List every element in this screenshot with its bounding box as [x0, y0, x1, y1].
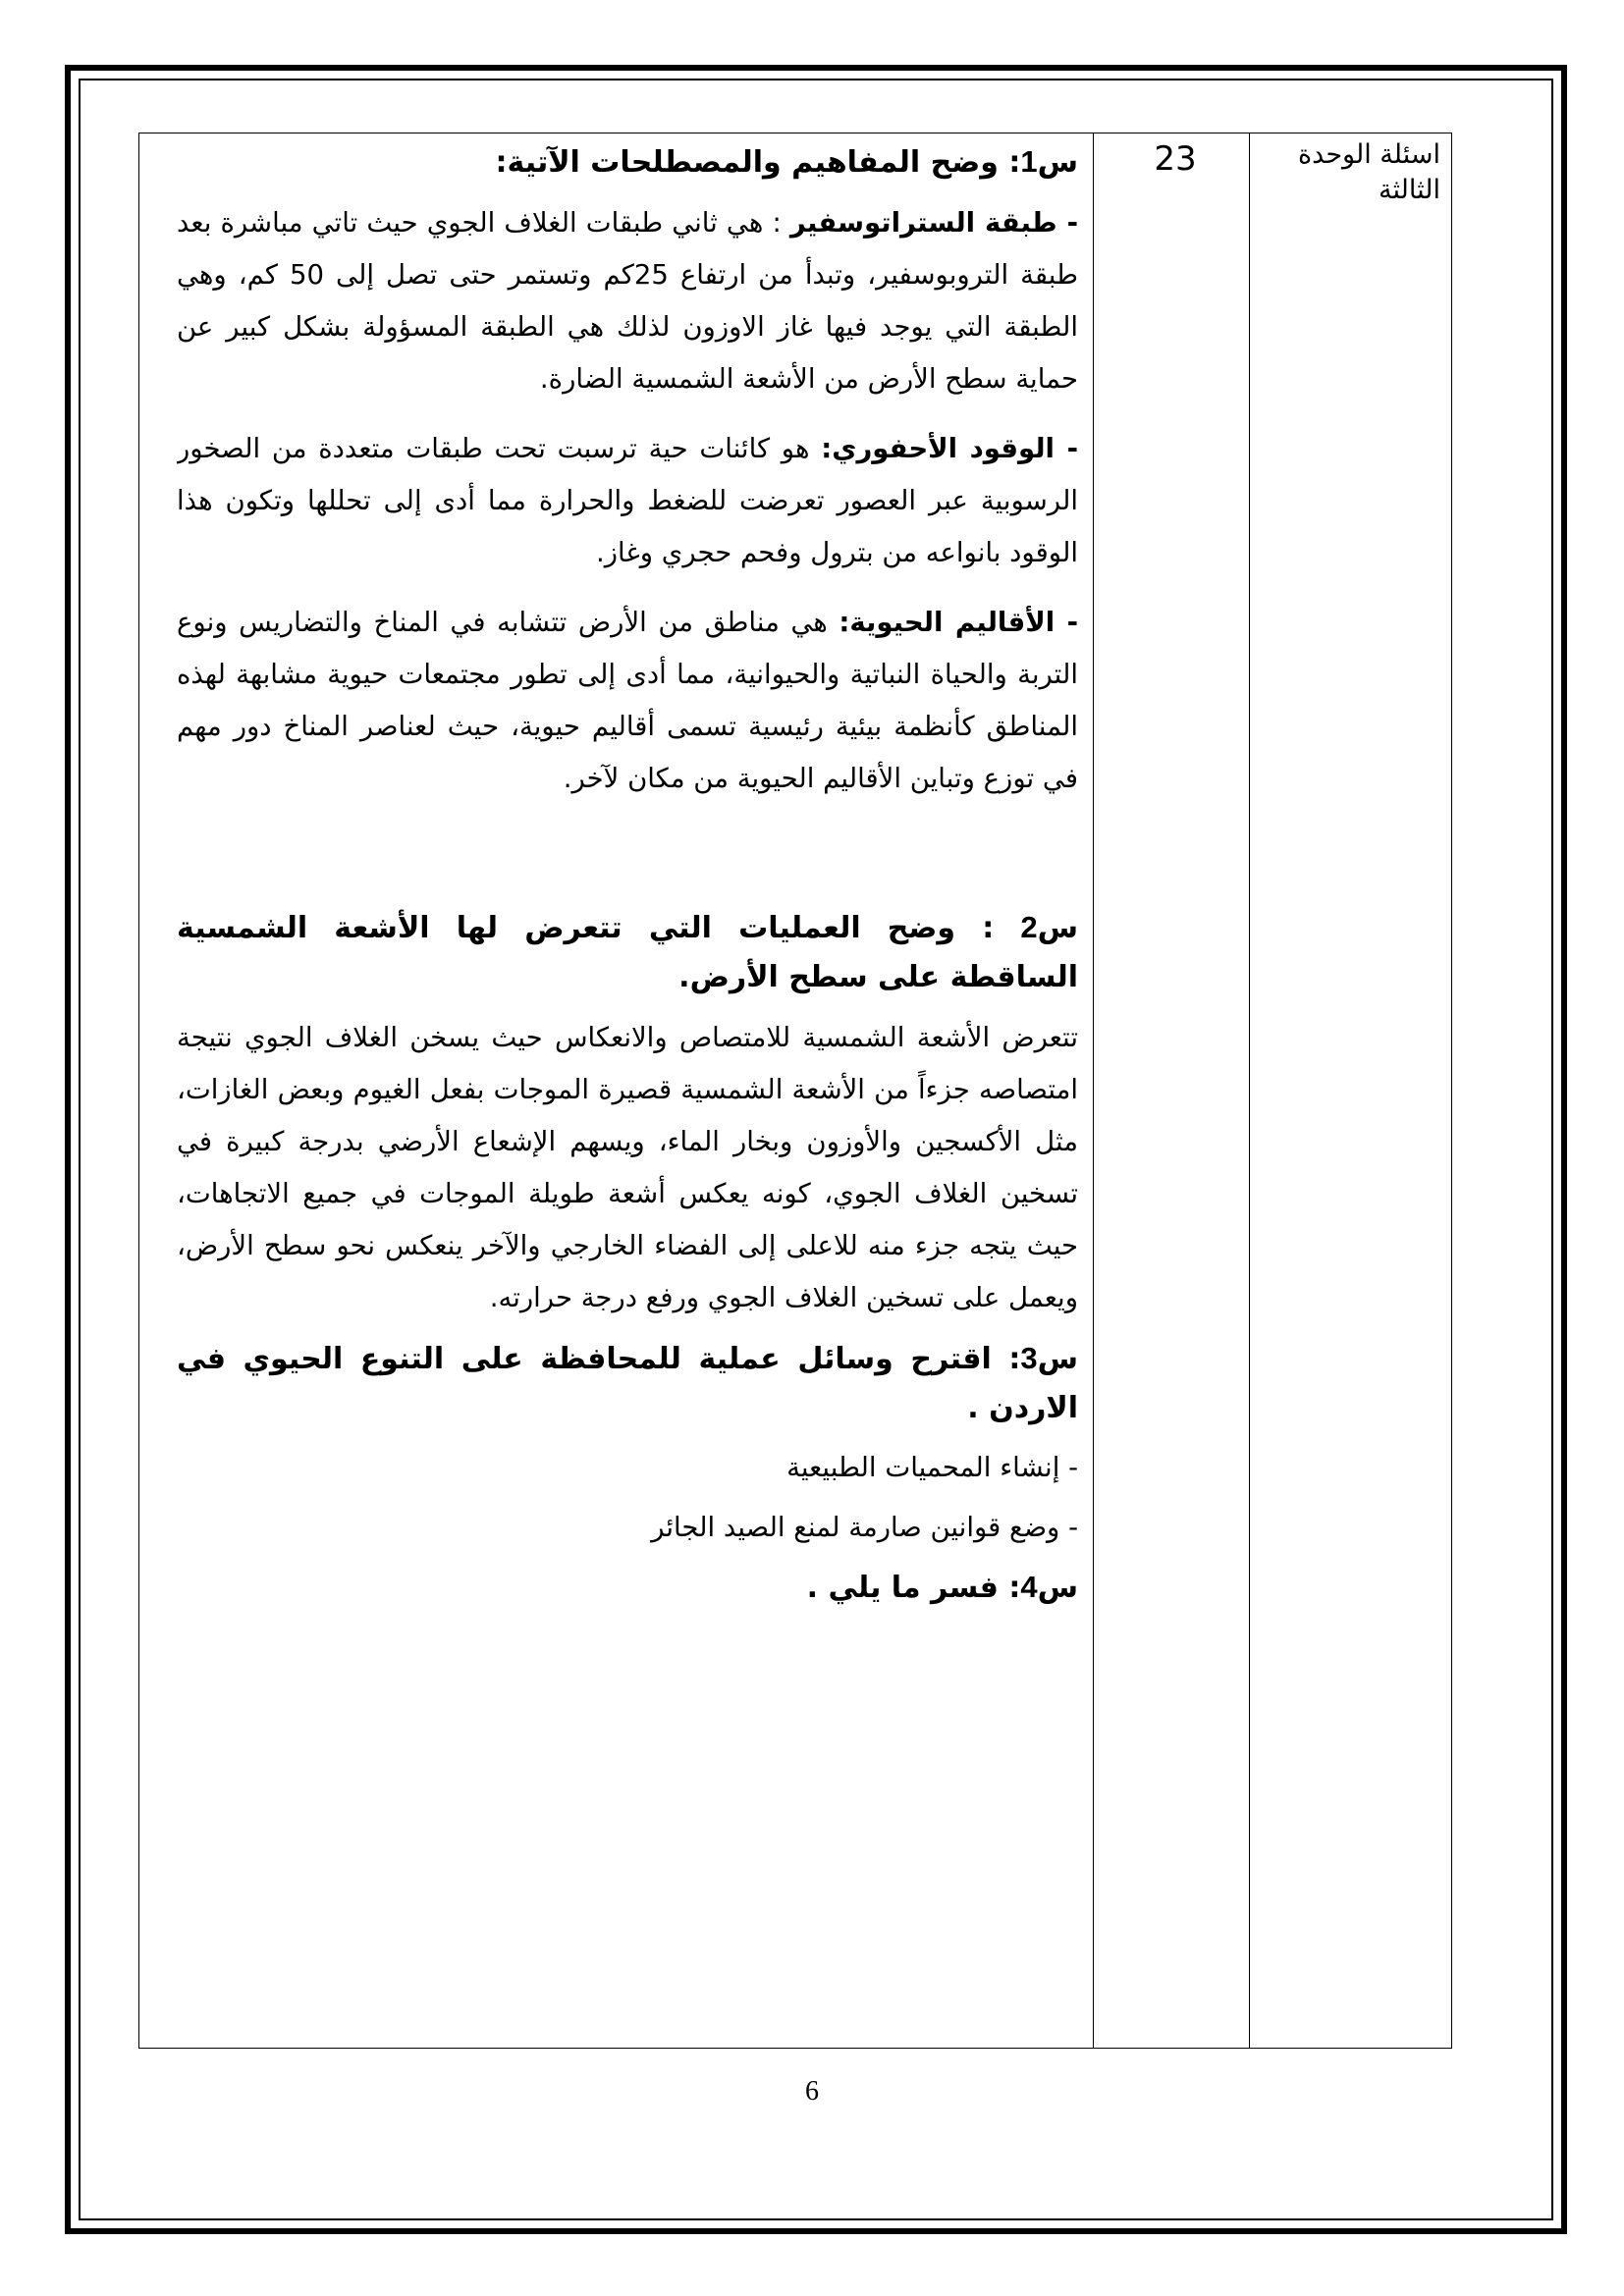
term-definition: هي مناطق من الأرض تتشابه في المناخ والتضاريس ونوع التربة والحياة النباتية والحيوانية، مما أدى إلى تطور مجتمعات حيوية مشابهة لهذه المناطق كأنظمة بيئية رئيسية تسمى أقاليم حيوية، حيث لعناصر المناخ دور مهم في توزع وتباين الأقاليم الحيوية من مكان لآخر.: [177, 607, 1078, 794]
term-fossil-fuel: [177, 423, 1078, 579]
term-label: - الأقاليم الحيوية:: [839, 607, 1078, 638]
list-item: - إنشاء المحميات الطبيعية: [786, 1452, 1078, 1483]
questions-content: [177, 137, 1078, 2042]
question-1-title: س1: وضح المفاهيم والمصطلحات الآتية:: [495, 144, 1078, 180]
term-definition: هو كائنات حية ترسبت تحت طبقات متعددة من الصخور الرسوبية عبر العصور تعرضت للضغط والحرارة مما أدى إلى تحللها وتكون هذا الوقود بانواعه من بترول وفحم حجري وغاز.: [177, 433, 1078, 568]
page-number: 6: [805, 2076, 819, 2107]
list-item: - وضع قوانين صارمة لمنع الصيد الجائر: [651, 1512, 1078, 1543]
table-divider-content: [1093, 133, 1094, 2049]
question-4-title: س4: فسر ما يلي .: [806, 1570, 1078, 1605]
table-divider-page: [1249, 133, 1250, 2049]
term-definition: : هي ثاني طبقات الغلاف الجوي حيث تاتي مباشرة بعد طبقة التروبوسفير، وتبدأ من ارتفاع 25كم وتستمر حتى تصل إلى 50 كم، وهي الطبقة التي يوجد فيها غاز الاوزون لذلك هي الطبقة المسؤولة بشكل كبير عن حماية سطح الأرض من الأشعة الشمسية الضارة.: [177, 207, 1078, 395]
term-stratosphere: [177, 197, 1078, 405]
term-label: - طبقة الستراتوسفير: [789, 207, 1078, 239]
question-2-answer: تتعرض الأشعة الشمسية للامتصاص والانعكاس حيث يسخن الغلاف الجوي نتيجة امتصاصه جزءاً من الأشعة الشمسية قصيرة الموجات بفعل الغيوم وبعض الغازات، مثل الأكسجين والأوزون وبخار الماء، ويسهم الإشعاع الأرضي بدرجة كبيرة في تسخين الغلاف الجوي، كونه يعكس أشعة طويلة الموجات في جميع الاتجاهات، حيث يتجه جزء منه للاعلى إلى الفضاء الخارجي والآخر ينعكس نحو سطح الأرض، ويعمل على تسخين الغلاف الجوي ورفع درجة حرارته.: [177, 1022, 1078, 1313]
term-biomes: [177, 597, 1078, 805]
question-2-title: س2 : وضح العمليات التي تتعرض لها الأشعة الشمسية الساقطة على سطح الأرض.: [177, 910, 1078, 994]
page-reference-cell: 23: [1154, 139, 1197, 179]
unit-label-cell: اسئلة الوحدة الثالثة: [1298, 139, 1440, 205]
question-3-title: س3: اقترح وسائل عملية للمحافظة على التنوع الحيوي في الاردن .: [177, 1341, 1078, 1425]
term-label: - الوقود الأحفوري:: [821, 433, 1078, 464]
